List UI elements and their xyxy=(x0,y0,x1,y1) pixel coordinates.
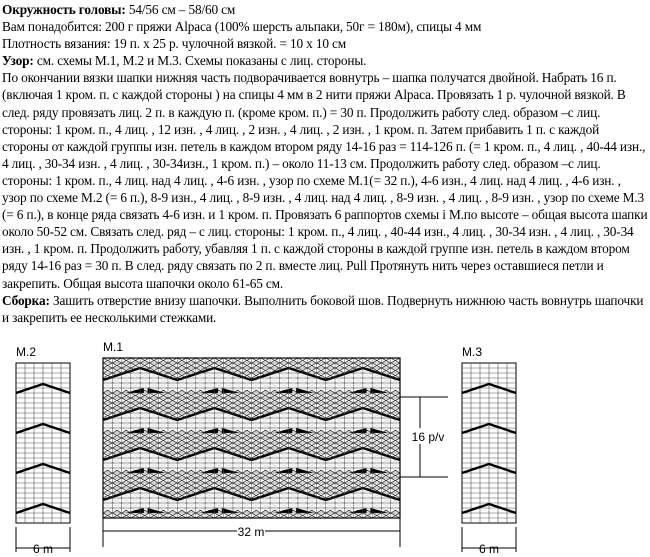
chart-m1-title: M.1 xyxy=(103,340,124,354)
head-size-line xyxy=(2,1,648,18)
chart-m1-height-dimension xyxy=(400,397,451,477)
head-size-value: 54/56 см – 58/60 см xyxy=(128,2,236,17)
chart-m3-width-label: 6 m xyxy=(478,542,500,556)
chart-m1-height-label: 16 p/v xyxy=(411,430,445,444)
chart-m1-width-label: 32 m xyxy=(237,525,265,539)
chart-m3-width-dimension xyxy=(462,527,516,556)
head-size-label: Окружность головы: xyxy=(2,2,126,17)
chart-m2 xyxy=(16,363,70,523)
chart-m1-width-dimension xyxy=(103,515,400,547)
pattern-value: см. схемы М.1, М.2 и М.3. Схемы показаны с лиц. стороны. xyxy=(33,53,367,69)
chart-m3 xyxy=(462,363,516,523)
pattern-text xyxy=(2,1,648,326)
assembly-value: Зашить отверстие внизу шапочки. Выполнить боковой шов. Подвернуть нижнюю часть вовнутрь шапочки и закрепить ее несколькими стежками. xyxy=(2,292,644,325)
knitting-charts xyxy=(0,337,650,557)
chart-m2-width-label: 6 m xyxy=(32,542,54,556)
instructions-paragraph: По окончании вязки шапки нижняя часть подворачивается вовнутрь – шапка получатся двойной. Набрать 16 п. (включая 1 кром. п. с каждой стороны ) на спицы 4 мм в 2 нити пряжи Alpaca. Провязать 1 р. чулочной вязкой. В след. ряду провязать лиц. 2 п. в каждую п. (кроме кром. п.) = 30 п. Продолжить работу след. образом –с лиц. стороны: 1 кром. п., 4 лиц. , 12 изн. , 4 лиц. , 2 изн. , 4 лиц. , 2 изн. , 1 кром. п. Затем прибавить 1 п. с каждой стороны от каждой группы изн. петель в каждом втором ряду 14-16 раз = 114-126 п. (= 1 кром. п., 4 лиц. , 40-44 изн., 4 лиц. , 30-34 изн. , 4 лиц. , 30-34изн., 1 кром. п.) – около 11-13 см. Продолжить работу след. образом –с лиц. стороны: 1 кром. п., 4 лиц. над 4 лиц. , 4-6 изн. , узор по схеме М.1(= 32 п.), 4-6 изн., 4 лиц. над 4 лиц. , 4-6 изн. , узор по схеме М.2 (= 6 п.), 8-9 изн., 4 лиц. , 8-9 изн. , 4 лиц. над 4 лиц. , 8-9 изн. , 4 лиц. , 8-9 изн. , узор по схеме М.3 (= 6 п.), в конце ряда связать 4-6 изн. и 1 кром. п. Провязать 6 раппортов схемы і М.по высоте – общая высота шапки около 50-52 см. Связать след. ряд – с лиц. стороны: 1 кром. п., 4 лиц. , 40-44 изн., 4 лиц. , 30-34 изн. , 4 лиц. , 30-34 изн. , 1 кром. п. Продолжить работу, убавляя 1 п. с каждой стороны в каждой группе изн. петель в каждом втором ряду 14-16 раз = 30 п. В след. ряду связать по 2 п. вместе лиц. Pull Протянуть нить через оставшиеся петли и закрепить. Общая высота шапочки около 61-65 см. xyxy=(2,70,648,291)
assembly-label: Сборка: xyxy=(2,292,50,308)
chart-m3-title: M.3 xyxy=(462,345,483,359)
gauge-line: Плотность вязания: 19 п. х 25 р. чулочной вязкой. = 10 х 10 см xyxy=(2,36,347,52)
pattern-label: Узор: xyxy=(2,53,34,69)
materials-line: Вам понадобится: 200 г пряжи Alpaca (100% шерсть альпаки, 50г = 180м), спицы 4 мм xyxy=(2,19,482,35)
chart-m2-width-dimension xyxy=(16,527,70,556)
pattern-line xyxy=(2,52,648,69)
assembly-line xyxy=(2,292,648,326)
chart-m2-title: M.2 xyxy=(16,345,37,359)
chart-m1 xyxy=(103,358,400,518)
